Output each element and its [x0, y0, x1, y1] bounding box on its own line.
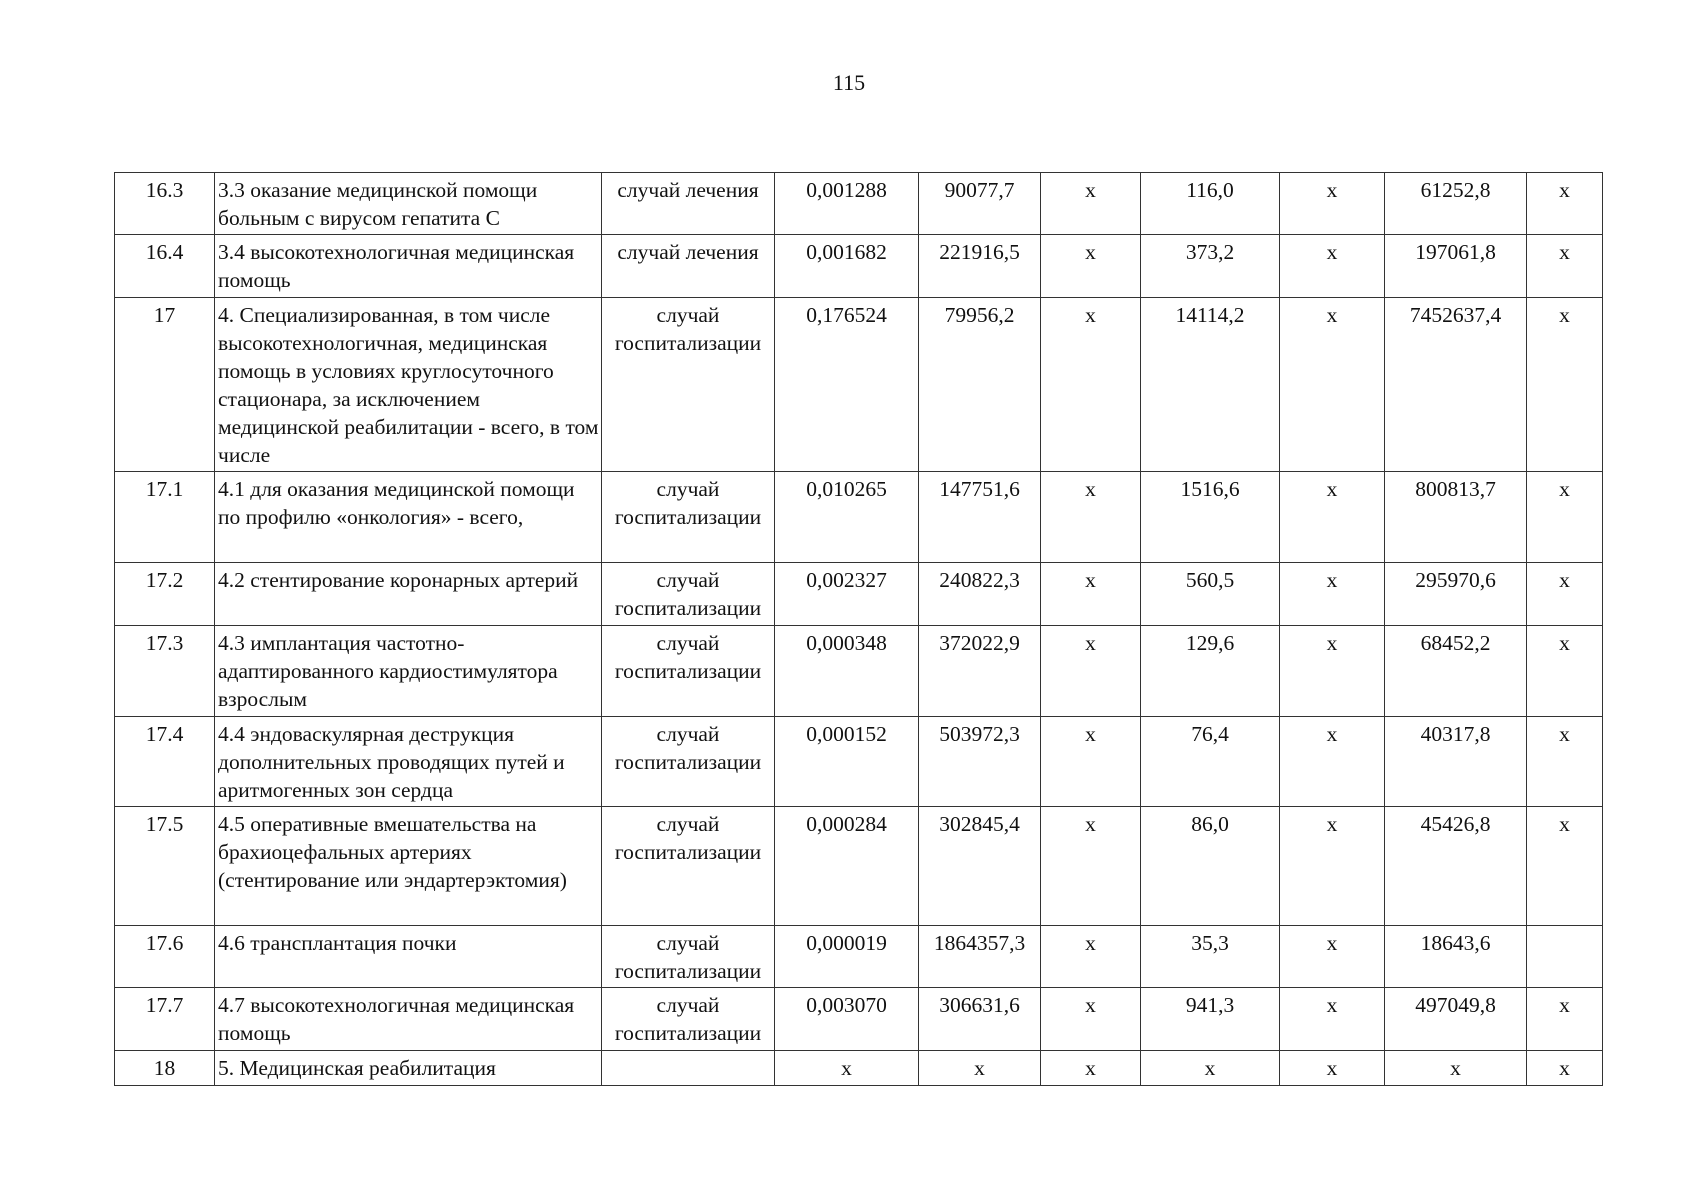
row-name: 4.2 стентирование коронарных артерий — [215, 563, 602, 626]
row-value-5: х — [1280, 1051, 1385, 1086]
row-value-4: 35,3 — [1141, 926, 1280, 988]
row-value-3: х — [1041, 235, 1141, 298]
row-value-6: х — [1385, 1051, 1527, 1086]
row-value-6: 68452,2 — [1385, 626, 1527, 717]
row-value-3: х — [1041, 472, 1141, 563]
row-value-6: 40317,8 — [1385, 717, 1527, 807]
row-number: 17.4 — [115, 717, 215, 807]
row-value-4: 373,2 — [1141, 235, 1280, 298]
row-value-4: 14114,2 — [1141, 298, 1280, 472]
row-value-4: 116,0 — [1141, 173, 1280, 235]
row-value-1: 0,000152 — [775, 717, 919, 807]
row-value-2: 503972,3 — [919, 717, 1041, 807]
table-row — [115, 472, 1603, 563]
row-unit: случай госпитализации — [602, 626, 775, 717]
row-value-2: 372022,9 — [919, 626, 1041, 717]
row-unit: случай госпитализации — [602, 472, 775, 563]
row-name: 4.7 высокотехнологичная медицинская помощь — [215, 988, 602, 1051]
row-value-1: 0,003070 — [775, 988, 919, 1051]
row-name: 5. Медицинская реабилитация — [215, 1051, 602, 1086]
row-value-2: 240822,3 — [919, 563, 1041, 626]
row-name: 4.6 трансплантация почки — [215, 926, 602, 988]
row-value-1: 0,002327 — [775, 563, 919, 626]
row-value-7: х — [1527, 235, 1603, 298]
row-value-3: х — [1041, 988, 1141, 1051]
row-value-7: х — [1527, 472, 1603, 563]
row-value-7 — [1527, 926, 1603, 988]
row-unit: случай госпитализации — [602, 563, 775, 626]
table-row — [115, 926, 1603, 988]
row-value-7: х — [1527, 626, 1603, 717]
row-name: 3.4 высокотехнологичная медицинская помощь — [215, 235, 602, 298]
row-value-6: 45426,8 — [1385, 807, 1527, 926]
row-number: 16.4 — [115, 235, 215, 298]
row-name: 3.3 оказание медицинской помощи больным с вирусом гепатита С — [215, 173, 602, 235]
row-value-4: 941,3 — [1141, 988, 1280, 1051]
row-value-3: х — [1041, 298, 1141, 472]
data-table — [114, 172, 1603, 1086]
row-value-6: 18643,6 — [1385, 926, 1527, 988]
row-value-1: 0,000348 — [775, 626, 919, 717]
row-value-2: 90077,7 — [919, 173, 1041, 235]
table-row — [115, 173, 1603, 235]
row-value-3: х — [1041, 173, 1141, 235]
row-value-2: 79956,2 — [919, 298, 1041, 472]
row-value-5: х — [1280, 988, 1385, 1051]
row-value-7: х — [1527, 1051, 1603, 1086]
row-value-6: 800813,7 — [1385, 472, 1527, 563]
row-value-1: х — [775, 1051, 919, 1086]
table-row — [115, 988, 1603, 1051]
row-name: 4. Специализированная, в том числе высокотехнологичная, медицинская помощь в условиях круглосуточного стационара, за исключением медицинской реабилитации - всего, в том числе — [215, 298, 602, 472]
row-value-5: х — [1280, 235, 1385, 298]
row-value-7: х — [1527, 563, 1603, 626]
row-number: 17 — [115, 298, 215, 472]
table-row — [115, 717, 1603, 807]
row-number: 17.3 — [115, 626, 215, 717]
row-value-1: 0,001288 — [775, 173, 919, 235]
row-value-5: х — [1280, 173, 1385, 235]
row-number: 17.5 — [115, 807, 215, 926]
row-value-1: 0,176524 — [775, 298, 919, 472]
row-value-7: х — [1527, 988, 1603, 1051]
row-value-5: х — [1280, 926, 1385, 988]
table-row — [115, 626, 1603, 717]
row-name: 4.1 для оказания медицинской помощи по профилю «онкология» - всего, — [215, 472, 602, 563]
row-value-5: х — [1280, 298, 1385, 472]
row-unit: случай лечения — [602, 173, 775, 235]
row-value-4: 1516,6 — [1141, 472, 1280, 563]
row-value-5: х — [1280, 807, 1385, 926]
row-number: 16.3 — [115, 173, 215, 235]
row-value-6: 295970,6 — [1385, 563, 1527, 626]
row-value-2: 1864357,3 — [919, 926, 1041, 988]
row-value-7: х — [1527, 717, 1603, 807]
row-value-2: 306631,6 — [919, 988, 1041, 1051]
page-number: 115 — [832, 70, 866, 95]
row-name: 4.3 имплантация частотно-адаптированного кардиостимулятора взрослым — [215, 626, 602, 717]
row-value-6: 497049,8 — [1385, 988, 1527, 1051]
row-unit: случай госпитализации — [602, 717, 775, 807]
row-value-2: х — [919, 1051, 1041, 1086]
table-row — [115, 298, 1603, 472]
row-unit — [602, 1051, 775, 1086]
row-value-3: х — [1041, 1051, 1141, 1086]
row-name: 4.5 оперативные вмешательства на брахиоцефальных артериях (стентирование или эндартерэктомия) — [215, 807, 602, 926]
row-value-3: х — [1041, 563, 1141, 626]
row-unit: случай госпитализации — [602, 298, 775, 472]
row-number: 17.2 — [115, 563, 215, 626]
row-value-5: х — [1280, 472, 1385, 563]
row-name: 4.4 эндоваскулярная деструкция дополнительных проводящих путей и аритмогенных зон сердца — [215, 717, 602, 807]
row-value-2: 302845,4 — [919, 807, 1041, 926]
row-unit: случай госпитализации — [602, 988, 775, 1051]
row-number: 17.1 — [115, 472, 215, 563]
row-value-1: 0,010265 — [775, 472, 919, 563]
row-value-4: 86,0 — [1141, 807, 1280, 926]
table-row — [115, 807, 1603, 926]
row-value-4: х — [1141, 1051, 1280, 1086]
row-value-5: х — [1280, 563, 1385, 626]
table-row — [115, 235, 1603, 298]
row-value-2: 221916,5 — [919, 235, 1041, 298]
row-value-6: 197061,8 — [1385, 235, 1527, 298]
row-value-2: 147751,6 — [919, 472, 1041, 563]
row-value-3: х — [1041, 926, 1141, 988]
row-value-3: х — [1041, 626, 1141, 717]
row-value-3: х — [1041, 717, 1141, 807]
row-unit: случай лечения — [602, 235, 775, 298]
row-value-6: 7452637,4 — [1385, 298, 1527, 472]
row-value-4: 76,4 — [1141, 717, 1280, 807]
row-value-7: х — [1527, 298, 1603, 472]
table-row — [115, 563, 1603, 626]
row-value-1: 0,001682 — [775, 235, 919, 298]
row-value-6: 61252,8 — [1385, 173, 1527, 235]
row-value-3: х — [1041, 807, 1141, 926]
row-value-4: 560,5 — [1141, 563, 1280, 626]
row-value-5: х — [1280, 717, 1385, 807]
table-row — [115, 1051, 1603, 1086]
row-unit: случай госпитализации — [602, 807, 775, 926]
row-value-5: х — [1280, 626, 1385, 717]
row-number: 17.7 — [115, 988, 215, 1051]
row-value-4: 129,6 — [1141, 626, 1280, 717]
row-number: 17.6 — [115, 926, 215, 988]
row-value-7: х — [1527, 173, 1603, 235]
row-value-1: 0,000019 — [775, 926, 919, 988]
row-unit: случай госпитализации — [602, 926, 775, 988]
row-value-1: 0,000284 — [775, 807, 919, 926]
row-number: 18 — [115, 1051, 215, 1086]
row-value-7: х — [1527, 807, 1603, 926]
